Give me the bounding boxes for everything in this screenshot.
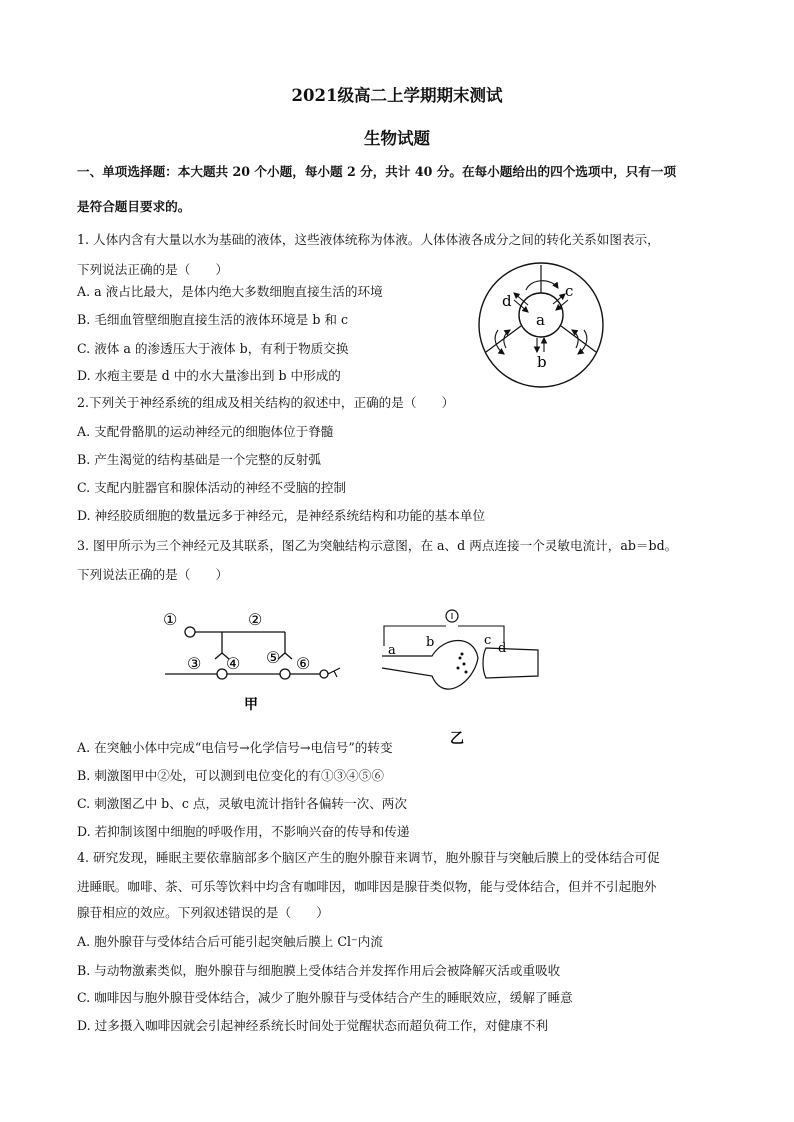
neuron-label-5: ⑤: [266, 648, 281, 667]
neuron-label-6: ⑥: [296, 654, 311, 673]
synapse-label-d: d: [498, 641, 507, 656]
fig-jia-caption: 甲: [244, 697, 258, 713]
neuron-diagram-jia: [160, 606, 360, 721]
q4-option-b: B. 与动物激素类似，胞外腺苷与细胞膜上受体结合并发挥作用后会被降解灭活或重吸收: [77, 963, 561, 978]
q1-option-c: C. 液体 a 的渗透压大于液体 b，有利于物质交换: [77, 341, 349, 356]
q2-option-d: D. 神经胶质细胞的数量远多于神经元，是神经系统结构和功能的基本单位: [77, 508, 486, 523]
synapse-label-b: b: [426, 635, 435, 650]
q1-option-a: A. a 液占比最大，是体内绝大多数细胞直接生活的环境: [77, 284, 383, 299]
synapse-label-a: a: [388, 643, 396, 658]
page-title: 2021级高二上学期期末测试: [291, 86, 503, 105]
q3-option-c: C. 刺激图乙中 b、c 点，灵敏电流计指针各偏转一次、两次: [77, 796, 407, 811]
neuron-label-2: ②: [248, 610, 263, 629]
neuron-label-4: ④: [226, 654, 241, 673]
q2-option-a: A. 支配骨骼肌的运动神经元的细胞体位于脊髓: [77, 424, 334, 439]
fig-yi-caption: 乙: [450, 731, 464, 747]
q3-option-d: D. 若抑制该图中细胞的呼吸作用，不影响兴奋的传导和传递: [77, 824, 410, 839]
q2-option-b: B. 产生渴觉的结构基础是一个完整的反射弧: [77, 452, 321, 467]
synapse-label-c: c: [484, 633, 492, 648]
body-fluid-diagram: [476, 260, 606, 390]
q2-stem: 2.下列关于神经系统的组成及相关结构的叙述中，正确的是（ ）: [77, 395, 455, 410]
fluid-label-a: a: [536, 311, 545, 329]
q3-option-b: B. 刺激图甲中②处，可以测到电位变化的有①③④⑤⑥: [77, 768, 384, 783]
section-heading-line2: 是符合题目要求的。: [77, 199, 191, 214]
q4-stem-line3: 腺苷相应的效应。下列叙述错误的是（ ）: [77, 905, 329, 920]
section-heading-line1: 一、单项选择题：本大题共 20 个小题，每小题 2 分，共计 40 分。在每小题给出的四个选项中，只有一项: [77, 164, 677, 179]
neuron-label-1: ①: [163, 610, 178, 629]
q4-stem-line2: 进睡眠。咖啡、茶、可乐等饮料中均含有咖啡因，咖啡因是腺苷类似物，能与受体结合，但并不引起胞外: [77, 879, 657, 894]
q1-stem-line1: 1. 人体内含有大量以水为基础的液体，这些液体统称为体液。人体体液各成分之间的转化关系如图表示，: [77, 232, 660, 247]
fluid-label-b: b: [537, 353, 547, 371]
q4-option-c: C. 咖啡因与胞外腺苷受体结合，减少了胞外腺苷与受体结合产生的睡眠效应，缓解了睡意: [77, 990, 573, 1005]
q2-option-c: C. 支配内脏器官和腺体活动的神经不受脑的控制: [77, 480, 347, 495]
q3-stem-line1: 3. 图甲所示为三个神经元及其联系，图乙为突触结构示意图，在 a、d 两点连接一个灵敏电流计，ab＝bd。: [77, 538, 678, 553]
neuron-label-3: ③: [187, 654, 202, 673]
synapse-diagram-yi: [378, 608, 548, 748]
q3-stem-line2: 下列说法正确的是（ ）: [77, 567, 229, 582]
q4-option-a: A. 胞外腺苷与受体结合后可能引起突触后膜上 Cl⁻内流: [77, 934, 383, 949]
q1-option-b: B. 毛细血管壁细胞直接生活的液体环境是 b 和 c: [77, 312, 349, 327]
fluid-label-c: c: [565, 282, 574, 300]
q4-option-d: D. 过多摄入咖啡因就会引起神经系统长时间处于觉醒状态而超负荷工作，对健康不利: [77, 1018, 549, 1033]
fluid-label-d: d: [502, 292, 512, 310]
q1-option-d: D. 水疱主要是 d 中的水大量渗出到 b 中形成的: [77, 368, 341, 383]
q3-option-a: A. 在突触小体中完成“电信号→化学信号→电信号”的转变: [77, 740, 393, 755]
q1-stem-line2: 下列说法正确的是（ ）: [77, 262, 229, 277]
page-subtitle: 生物试题: [364, 129, 430, 148]
q4-stem-line1: 4. 研究发现，睡眠主要依靠脑部多个脑区产生的胞外腺苷来调节，胞外腺苷与突触后膜上的受体结合可促: [77, 850, 660, 865]
